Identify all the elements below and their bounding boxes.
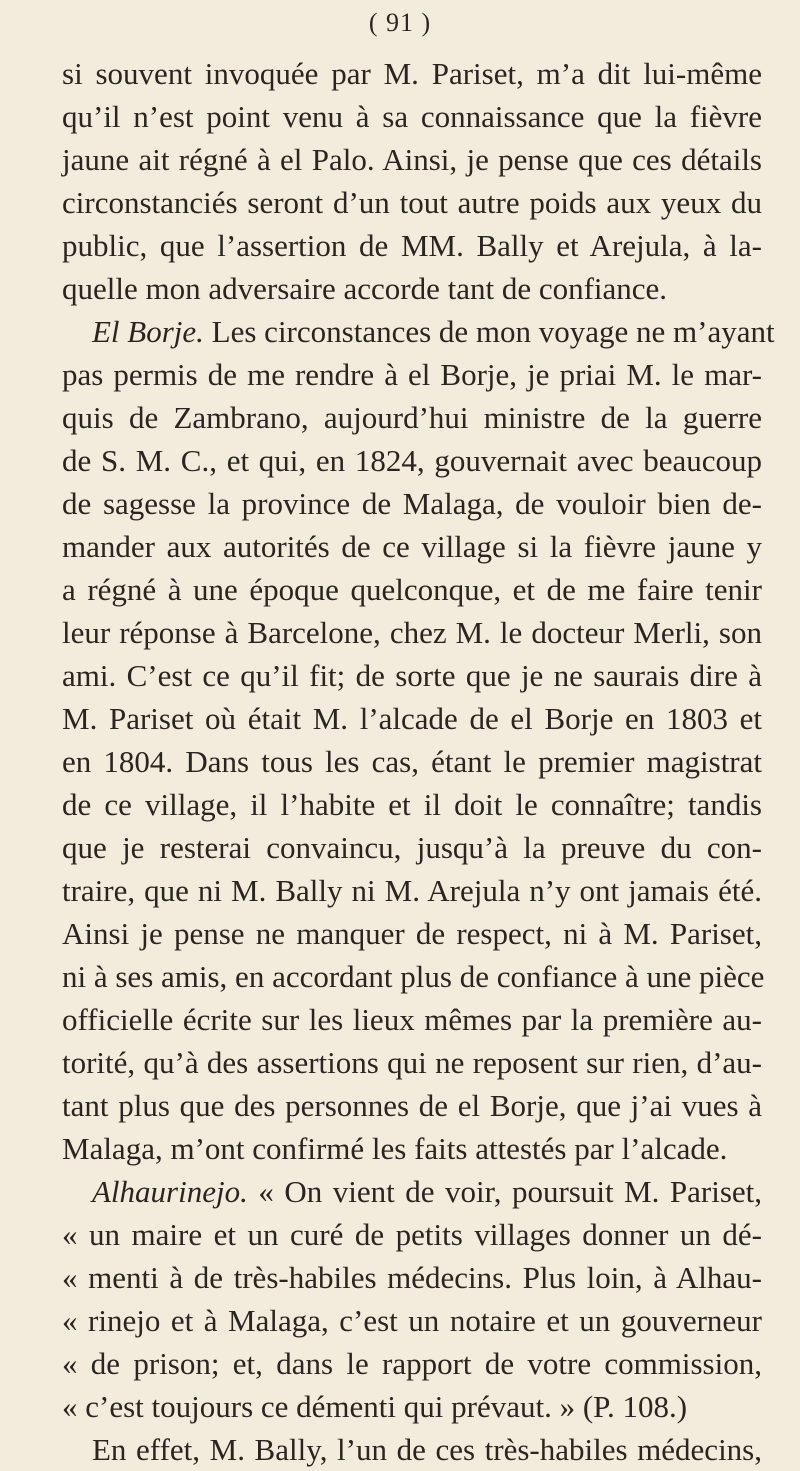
section-heading: Alhaurinejo. [92,1174,248,1209]
text-line [62,138,762,181]
text-line [62,1127,762,1170]
text-line [62,439,762,482]
text-line [62,482,762,525]
line-text: si souvent invoquée par M. Pariset, m’a dit lui-même [62,56,762,91]
text-line [62,95,762,138]
line-text: jaune ait régné à el Palo. Ainsi, je pense que ces détails [62,142,762,177]
line-text: Malaga, m’ont confirmé les faits attestés par l’alcade. [62,1131,728,1166]
line-text: de sagesse la province de Malaga, de vouloir bien de- [62,486,762,521]
line-text: « menti à de très-habiles médecins. Plus loin, à Alhau- [62,1260,762,1295]
line-text: pas permis de me rendre à el Borje, je priai M. le mar- [62,357,762,392]
line-text: mander aux autorités de ce village si la fièvre jaune y [62,529,762,564]
text-line [62,611,762,654]
line-text: tant plus que des personnes de el Borje, que j’ai vues à [62,1088,762,1123]
text-line [62,353,762,396]
text-line [62,181,762,224]
text-line [62,267,762,310]
page-number: ( 91 ) [368,8,432,37]
section-heading: El Borje. [92,314,204,349]
line-text: que je resterai convaincu, jusqu’à la preuve du con- [62,830,762,865]
line-text: quis de Zambrano, aujourd’hui ministre de la guerre [62,400,762,435]
text-line [62,1385,762,1428]
text-line [62,52,762,95]
text-line [62,1213,762,1256]
text-line [62,568,762,611]
line-text: leur réponse à Barcelone, chez M. le docteur Merli, son [62,615,762,650]
line-text: torité, qu’à des assertions qui ne reposent sur rien, d’au- [62,1045,762,1080]
page-text [62,52,775,1471]
line-text: officielle écrite sur les lieux mêmes par la première au- [62,1002,762,1037]
line-text: « c’est toujours ce démenti qui prévaut. » (P. 108.) [62,1389,688,1424]
text-line [62,1041,762,1084]
line-text: de ce village, il l’habite et il doit le connaître; tandis [62,787,762,822]
line-text: ni à ses amis, en accordant plus de confiance à une pièce [62,959,765,994]
text-line [62,1170,762,1213]
line-text: « un maire et un curé de petits villages donner un dé- [62,1217,762,1252]
text-line [62,1299,762,1342]
line-text: circonstanciés seront d’un tout autre poids aux yeux du [62,185,762,220]
text-line [62,1428,762,1471]
line-text: a régné à une époque quelconque, et de me faire tenir [62,572,762,607]
line-text: « de prison; et, dans le rapport de votre commission, [62,1346,762,1381]
text-line [62,869,762,912]
text-line [62,912,762,955]
text-line [62,1342,762,1385]
text-line [62,1084,762,1127]
text-line [62,396,762,439]
line-text: qu’il n’est point venu à sa connaissance que la fièvre [62,99,762,134]
text-line [62,826,762,869]
text-line [62,697,762,740]
text-line [62,740,762,783]
line-text: « On vient de voir, poursuit M. Pariset, [247,1174,762,1209]
line-text: M. Pariset où était M. l’alcade de el Borje en 1803 et [62,701,762,736]
line-text: en 1804. Dans tous les cas, étant le premier magistrat [62,744,762,779]
text-line [62,955,765,998]
text-line [62,310,775,353]
text-line [62,783,762,826]
line-text: public, que l’assertion de MM. Bally et Arejula, à la- [62,228,762,263]
text-line [62,525,762,568]
text-line [62,998,762,1041]
line-text: Ainsi je pense ne manquer de respect, ni à M. Pariset, [62,916,762,951]
text-line [62,1256,762,1299]
line-text: de S. M. C., et qui, en 1824, gouvernait avec beaucoup [62,443,762,478]
line-text: Les circonstances de mon voyage ne m’ayant [203,314,775,349]
line-text: traire, que ni M. Bally ni M. Arejula n’y ont jamais été. [62,873,762,908]
line-text: quelle mon adversaire accorde tant de confiance. [62,271,668,306]
text-line [62,654,762,697]
text-line [62,224,762,267]
line-text: En effet, M. Bally, l’un de ces très-habiles médecins, [92,1432,762,1467]
line-text: ami. C’est ce qu’il fit; de sorte que je ne saurais dire à [62,658,762,693]
line-text: « rinejo et à Malaga, c’est un notaire et un gouverneur [62,1303,762,1338]
